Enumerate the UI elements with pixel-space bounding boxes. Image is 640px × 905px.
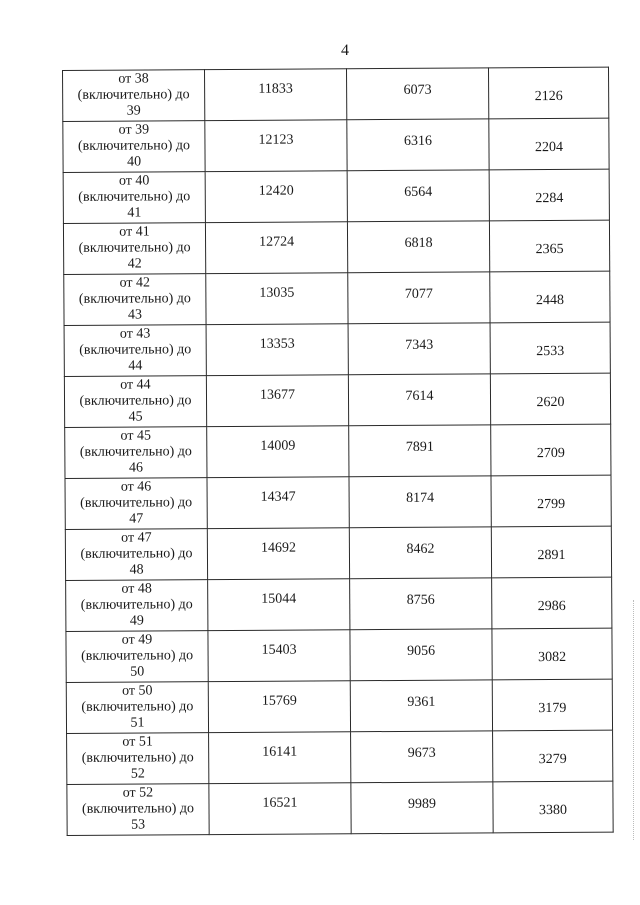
range-line: (включительно) до [78, 291, 191, 307]
range-line: 42 [127, 256, 142, 272]
range-line: (включительно) до [79, 342, 192, 358]
value-text: 2533 [536, 343, 565, 360]
value-text: 15403 [261, 642, 297, 658]
value-text: 2620 [536, 394, 565, 411]
value-text: 14347 [260, 489, 296, 505]
range-line: 47 [129, 511, 144, 527]
range-cell [64, 376, 206, 428]
range-line: 50 [130, 664, 145, 680]
range-line: (включительно) до [77, 138, 191, 154]
page-number: 4 [341, 42, 349, 59]
value-cell-b [348, 323, 490, 375]
range-cell [63, 70, 205, 122]
value-cell-c [490, 322, 610, 374]
scan-edge-mark [632, 600, 634, 840]
value-cell-a [206, 375, 348, 427]
value-text: 13677 [259, 387, 296, 403]
value-text: 12123 [258, 132, 294, 148]
value-cell-c [491, 526, 611, 578]
range-cell [65, 529, 207, 581]
table-row [67, 730, 613, 784]
value-cell-c [492, 628, 612, 680]
range-line: (включительно) до [80, 597, 193, 613]
value-text: 3082 [538, 649, 567, 666]
table-row [63, 67, 609, 121]
range-line: от 51 [122, 734, 153, 750]
table-row [66, 628, 612, 682]
value-cell-c [488, 67, 608, 119]
range-line: от 47 [121, 530, 152, 546]
value-cell-b [348, 272, 490, 324]
range-line: (включительно) до [81, 699, 194, 715]
table-row [66, 679, 612, 733]
value-cell-c [489, 220, 609, 272]
range-line: 44 [128, 358, 143, 374]
value-cell-a [206, 273, 348, 325]
value-text: 2284 [535, 190, 564, 207]
range-cell [67, 733, 209, 785]
value-cell-a [206, 324, 348, 376]
range-line: (включительно) до [78, 189, 191, 205]
range-cell [66, 580, 208, 632]
rate-table-body [63, 67, 614, 835]
value-cell-c [492, 577, 612, 629]
range-line: 51 [130, 715, 145, 731]
value-text: 9361 [407, 694, 436, 710]
range-line: от 39 [118, 122, 150, 138]
range-cell [66, 682, 208, 734]
value-text: 6073 [403, 82, 432, 98]
value-text: 8756 [406, 592, 435, 608]
range-line: (включительно) до [81, 648, 194, 664]
table-row [65, 424, 611, 478]
range-line: 43 [127, 307, 143, 323]
value-text: 2365 [535, 241, 564, 258]
value-text: 11833 [258, 81, 293, 97]
value-cell-a [208, 630, 350, 682]
value-cell-c [491, 475, 611, 527]
range-line: 46 [128, 460, 143, 476]
value-cell-b [347, 119, 489, 171]
value-cell-a [205, 222, 347, 274]
range-line: от 50 [122, 683, 153, 699]
range-cell [63, 172, 205, 224]
range-line: от 46 [120, 479, 152, 495]
range-line: (включительно) до [78, 240, 191, 256]
range-line: (включительно) до [79, 444, 192, 460]
value-text: 15769 [261, 693, 297, 709]
range-line: 48 [129, 562, 144, 578]
value-text: 8174 [406, 490, 435, 506]
value-text: 2448 [535, 292, 564, 309]
value-text: 9673 [407, 745, 436, 761]
range-line: (включительно) до [81, 750, 194, 766]
value-cell-c [492, 679, 612, 731]
value-cell-b [347, 170, 489, 222]
table-row [64, 271, 610, 325]
range-line: 49 [129, 613, 144, 629]
range-cell [65, 478, 207, 530]
value-text: 2709 [536, 445, 565, 462]
range-line: от 38 [118, 71, 149, 87]
table-row [65, 526, 611, 580]
value-text: 9056 [407, 643, 436, 659]
value-cell-a [205, 120, 347, 172]
value-cell-b [347, 221, 489, 273]
range-cell [66, 631, 208, 683]
value-text: 6316 [403, 133, 432, 149]
value-text: 2891 [537, 547, 566, 564]
rate-table [62, 67, 614, 836]
table-row [63, 169, 609, 223]
range-line: от 43 [119, 326, 151, 342]
value-text: 6564 [404, 184, 433, 200]
table-row [67, 781, 613, 835]
value-cell-a [207, 426, 349, 478]
value-cell-c [490, 373, 610, 425]
value-text: 13353 [259, 336, 295, 352]
value-cell-b [351, 782, 493, 834]
value-text: 12420 [258, 183, 294, 199]
table-row [64, 322, 610, 376]
value-cell-a [209, 783, 351, 835]
value-cell-c [491, 424, 611, 476]
value-text: 15044 [261, 591, 297, 607]
value-cell-c [493, 781, 613, 833]
range-line: 40 [127, 154, 142, 170]
range-cell [67, 784, 209, 836]
value-text: 3179 [538, 700, 567, 717]
value-cell-b [349, 476, 491, 528]
value-cell-b [349, 527, 491, 579]
range-line: от 52 [122, 785, 154, 801]
range-line: 53 [131, 817, 146, 833]
table-row [63, 220, 609, 274]
value-cell-b [351, 731, 493, 783]
value-text: 7891 [405, 439, 434, 455]
value-text: 3380 [538, 802, 568, 819]
value-text: 3279 [538, 751, 567, 768]
range-line: от 40 [118, 173, 150, 189]
value-cell-b [349, 425, 491, 477]
value-text: 2126 [534, 88, 563, 105]
value-cell-b [350, 629, 492, 681]
value-text: 2799 [537, 496, 566, 513]
range-line: от 42 [119, 275, 151, 291]
value-text: 2204 [534, 139, 564, 156]
range-line: от 48 [121, 581, 152, 597]
range-line: от 49 [121, 632, 153, 648]
value-text: 16521 [262, 795, 298, 811]
value-cell-a [208, 681, 350, 733]
value-text: 13035 [259, 285, 295, 301]
range-line: от 44 [120, 377, 151, 393]
value-cell-b [348, 374, 490, 426]
range-line: (включительно) до [80, 495, 193, 511]
range-line: 41 [127, 205, 142, 221]
value-text: 6818 [404, 235, 433, 251]
range-cell [64, 325, 206, 377]
value-text: 2986 [537, 598, 566, 615]
table-row [65, 475, 611, 529]
range-cell [65, 427, 207, 479]
value-cell-c [489, 169, 609, 221]
table-row [64, 373, 610, 427]
value-text: 9989 [407, 796, 437, 812]
value-text: 12724 [259, 234, 295, 250]
value-cell-c [493, 730, 613, 782]
table-row [63, 118, 609, 172]
value-text: 16141 [262, 744, 298, 760]
value-cell-c [490, 271, 610, 323]
value-text: 8462 [406, 541, 435, 557]
range-line: (включительно) до [81, 801, 195, 817]
value-text: 14009 [260, 438, 296, 454]
value-text: 7077 [404, 286, 433, 302]
table-row [66, 577, 612, 631]
range-line: (включительно) до [79, 393, 192, 409]
value-cell-a [207, 477, 349, 529]
range-line: (включительно) до [80, 546, 193, 562]
range-cell [63, 121, 205, 173]
value-cell-b [350, 680, 492, 732]
range-cell [64, 274, 206, 326]
value-text: 7614 [405, 388, 434, 404]
value-cell-b [346, 68, 488, 120]
range-line: 39 [126, 103, 141, 119]
range-line: 45 [128, 409, 143, 425]
value-cell-b [350, 578, 492, 630]
value-cell-a [209, 732, 351, 784]
range-line: от 45 [120, 428, 152, 444]
value-cell-a [205, 69, 347, 121]
value-cell-a [208, 579, 350, 631]
range-cell [63, 223, 205, 275]
value-text: 7343 [405, 337, 434, 353]
value-cell-c [489, 118, 609, 170]
value-text: 14692 [260, 540, 296, 556]
range-line: от 41 [119, 224, 150, 240]
value-cell-a [207, 528, 349, 580]
value-cell-a [205, 171, 347, 223]
range-line: (включительно) до [77, 87, 190, 103]
range-line: 52 [130, 766, 145, 782]
